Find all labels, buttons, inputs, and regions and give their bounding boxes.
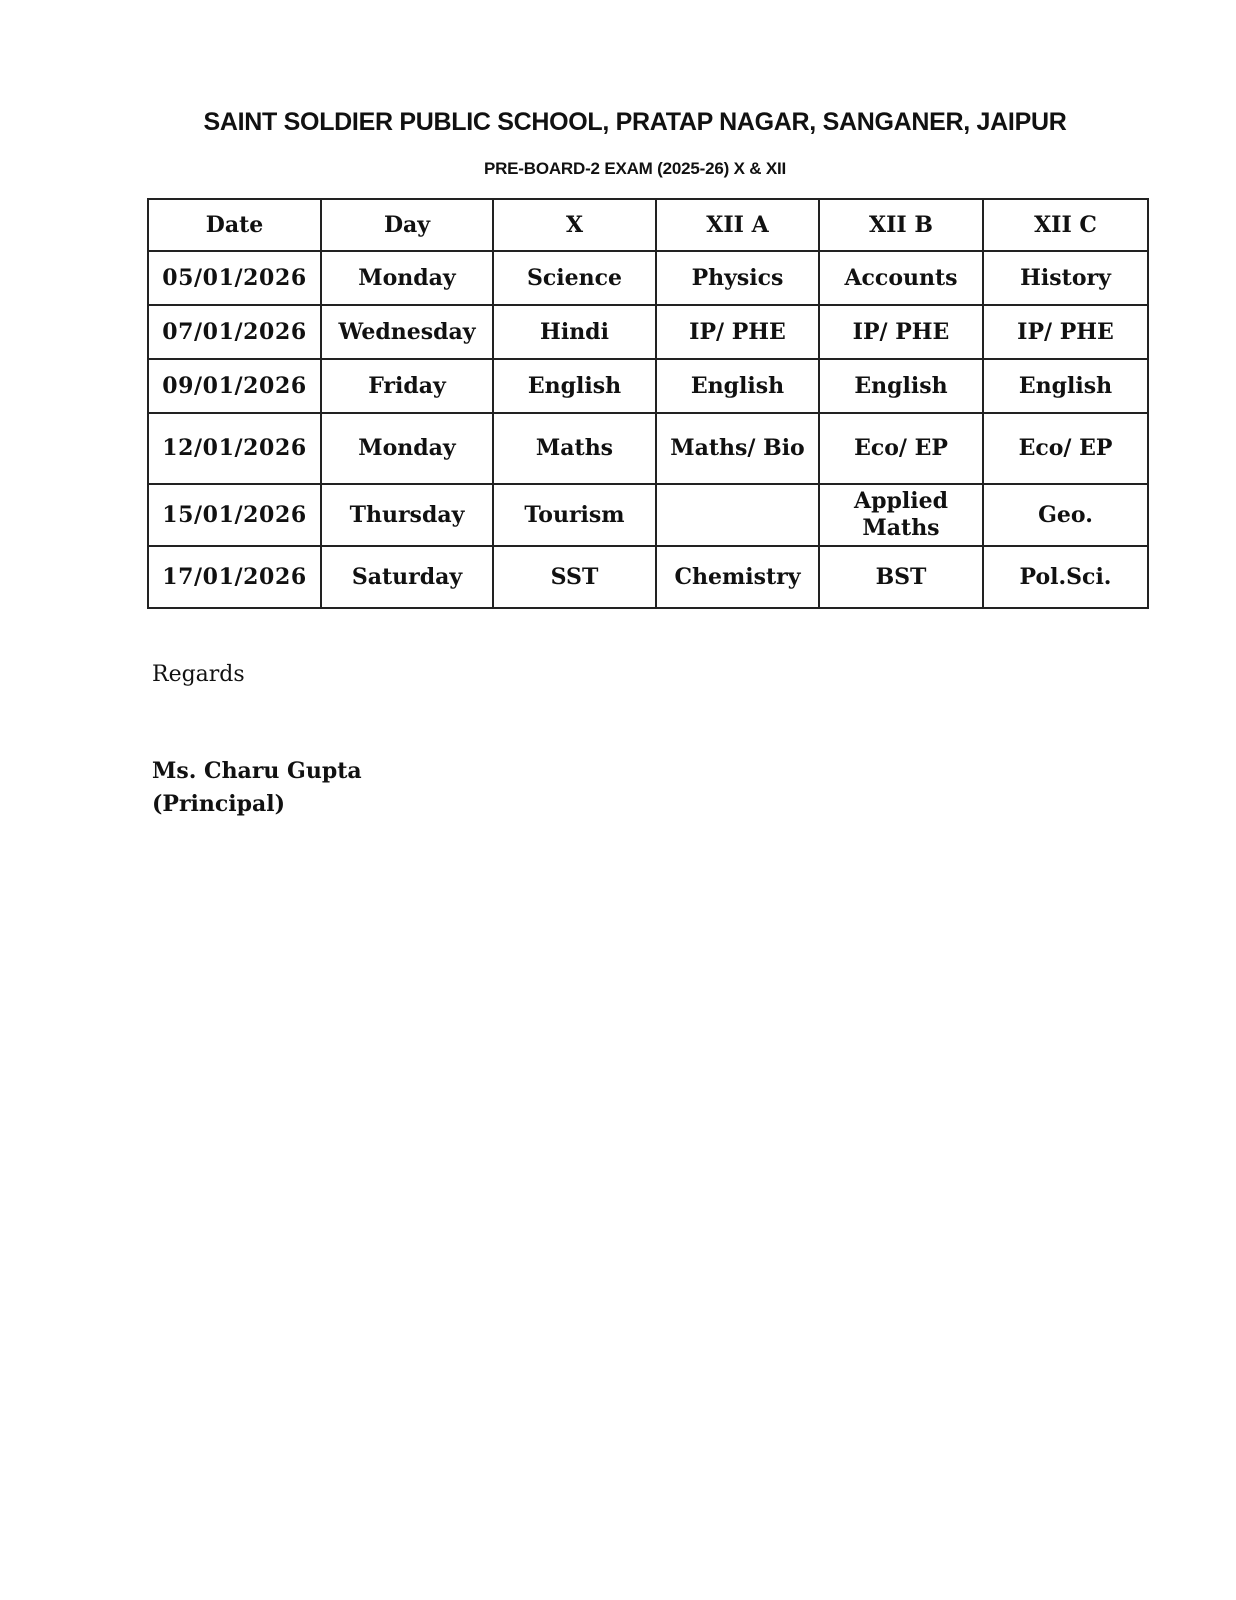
header-day: Day	[321, 199, 493, 251]
school-name: SAINT SOLDIER PUBLIC SCHOOL, PRATAP NAGAR, SANGANER, JAIPUR	[203, 108, 1067, 136]
date-cell: 12/01/2026	[148, 413, 321, 484]
header-class-xii-a: XII A	[656, 199, 819, 251]
subject-cell: Pol.Sci.	[983, 546, 1148, 608]
subject-cell: Maths/ Bio	[656, 413, 819, 484]
header-class-xii-b: XII B	[819, 199, 983, 251]
signatory-name: Ms. Charu Gupta	[152, 758, 362, 784]
date-cell: 05/01/2026	[148, 251, 321, 305]
day-cell: Monday	[321, 413, 493, 484]
table-row	[148, 251, 1148, 305]
header-class-xii-c: XII C	[983, 199, 1148, 251]
subject-cell: IP/ PHE	[656, 305, 819, 359]
subject-cell: English	[493, 359, 656, 413]
table-row	[148, 546, 1148, 608]
subject-cell: History	[983, 251, 1148, 305]
day-cell: Friday	[321, 359, 493, 413]
subject-cell-empty	[656, 484, 819, 546]
subject-cell: BST	[819, 546, 983, 608]
date-cell: 15/01/2026	[148, 484, 321, 546]
subject-cell: Accounts	[819, 251, 983, 305]
subject-cell: English	[819, 359, 983, 413]
table-header-row	[148, 199, 1148, 251]
date-cell: 07/01/2026	[148, 305, 321, 359]
subject-cell: Hindi	[493, 305, 656, 359]
subject-cell: English	[656, 359, 819, 413]
subject-cell: English	[983, 359, 1148, 413]
exam-schedule-table	[147, 198, 1149, 609]
header-date: Date	[148, 199, 321, 251]
table-row	[148, 413, 1148, 484]
date-cell: 09/01/2026	[148, 359, 321, 413]
header-class-x: X	[493, 199, 656, 251]
subject-cell: Eco/ EP	[983, 413, 1148, 484]
table-row	[148, 484, 1148, 546]
exam-title: PRE-BOARD-2 EXAM (2025-26) X & XII	[483, 159, 787, 178]
subject-cell: Chemistry	[656, 546, 819, 608]
subject-cell: Science	[493, 251, 656, 305]
day-cell: Monday	[321, 251, 493, 305]
subject-cell: Applied Maths	[819, 484, 983, 546]
subject-cell: Geo.	[983, 484, 1148, 546]
date-cell: 17/01/2026	[148, 546, 321, 608]
subject-cell: Physics	[656, 251, 819, 305]
day-cell: Thursday	[321, 484, 493, 546]
subject-cell: IP/ PHE	[983, 305, 1148, 359]
subject-cell: IP/ PHE	[819, 305, 983, 359]
signatory-designation: (Principal)	[152, 791, 286, 817]
subject-cell: Eco/ EP	[819, 413, 983, 484]
table-row	[148, 305, 1148, 359]
subject-cell: SST	[493, 546, 656, 608]
regards-text: Regards	[152, 662, 245, 687]
signatory-block	[152, 755, 362, 821]
subject-cell: Tourism	[493, 484, 656, 546]
day-cell: Saturday	[321, 546, 493, 608]
day-cell: Wednesday	[321, 305, 493, 359]
table-row	[148, 359, 1148, 413]
subject-cell: Maths	[493, 413, 656, 484]
